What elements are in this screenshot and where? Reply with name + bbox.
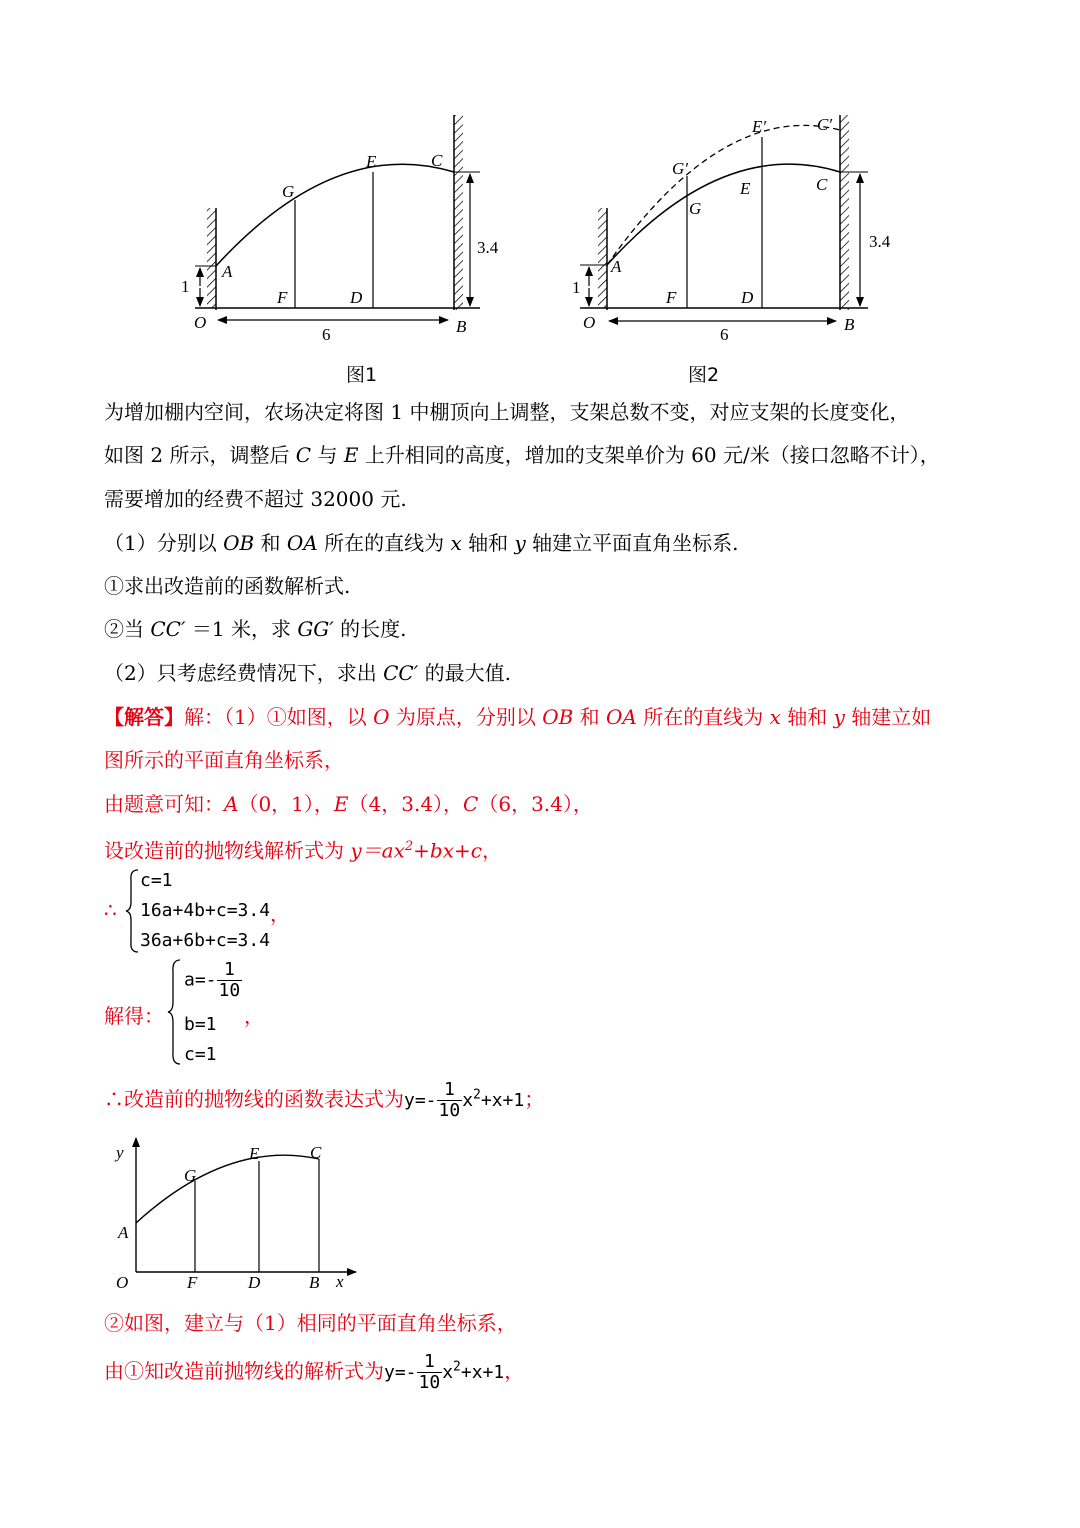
label-g: G (689, 199, 702, 218)
system-brace (124, 868, 140, 954)
label-e: E (740, 179, 751, 198)
label-c-prime: C′ (817, 115, 833, 134)
label-b: B (309, 1273, 320, 1292)
system-eq-3: 36a+6b+c=3.4 (140, 930, 271, 951)
problem-line-2: 如图 2 所示，调整后 C 与 E 上升相同的高度，增加的支架单价为 60 元/米（接口忽略不计）， (104, 443, 940, 467)
figure-3-coordinate-graph (104, 1130, 374, 1300)
solution-a: a=- $\frac{1}{10}$ (184, 959, 241, 1001)
parabola (136, 1155, 319, 1223)
label-o: O (583, 313, 596, 332)
label-e: E (249, 1144, 260, 1163)
question-1-1: ①求出改造前的函数解析式. (104, 574, 351, 598)
system-eq-2: 16a+4b+c=3.4 (140, 900, 271, 921)
solution-comma: ， (244, 1004, 264, 1028)
roof-curve (216, 164, 454, 266)
label-e: E (366, 152, 377, 171)
question-1: （1）分别以 OB 和 OA 所在的直线为 x 轴和 y 轴建立平面直角坐标系. (104, 531, 739, 555)
dim-height: 3.4 (869, 232, 891, 251)
solution-line-1: 【解答】解：（1）①如图，以 O 为原点，分别以 OB 和 OA 所在的直线为 x 轴和 y 轴建立如 (104, 705, 932, 729)
problem-line-3: 需要增加的经费不超过 32000 元. (104, 487, 407, 511)
roof-curve-original (607, 164, 840, 265)
label-b: B (456, 317, 467, 336)
system-eq-1: c=1 (140, 870, 173, 891)
label-g: G (282, 182, 295, 201)
system-comma: ， (270, 902, 290, 926)
dim-height: 3.4 (477, 238, 499, 257)
solution-c: c=1 (184, 1044, 217, 1065)
figure-1 (180, 110, 510, 350)
solution-b: b=1 (184, 1014, 217, 1035)
dim-one: 1 (572, 278, 581, 297)
dim-one: 1 (181, 277, 190, 296)
expression-line-2: 由①知改造前抛物线的解析式为y=- $\frac{1}{10}$ $x^2+x+1$， (104, 1351, 525, 1393)
label-d: D (350, 288, 363, 307)
right-wall-hatch (454, 115, 463, 310)
label-a: A (222, 262, 233, 281)
label-c: C (431, 151, 443, 170)
solution-line-2: 图所示的平面直角坐标系， (104, 748, 344, 772)
label-o: O (194, 313, 207, 332)
label-f: F (187, 1273, 198, 1292)
question-1-2: ②当 CC′ ＝1 米，求 GG′ 的长度. (104, 617, 407, 641)
question-2: （2）只考虑经费情况下，求出 CC′ 的最大值. (104, 661, 511, 685)
figure-2 (572, 110, 902, 350)
expression-line: ∴改造前的抛物线的函数表达式为y=- $\frac{1}{10}$ $x^2+x+1$； (104, 1079, 545, 1121)
label-x: x (336, 1272, 344, 1291)
left-wall-hatch (207, 208, 216, 308)
problem-line-1: 为增加棚内空间，农场决定将图 1 中棚顶向上调整，支架总数不变，对应支架的长度变化， (104, 400, 910, 424)
label-c: C (310, 1143, 322, 1162)
solution-line-5: ②如图，建立与（1）相同的平面直角坐标系， (104, 1311, 517, 1335)
label-a: A (118, 1223, 129, 1242)
solution-line-4: 设改造前的抛物线解析式为 $y=ax^2+bx+c$， (104, 838, 502, 863)
solution-brace (166, 958, 182, 1066)
figure-2-caption: 图2 (688, 364, 720, 386)
dim-width: 6 (720, 325, 729, 344)
dim-width: 6 (322, 325, 331, 344)
label-a: A (611, 257, 622, 276)
label-b: B (844, 315, 855, 334)
label-y: y (116, 1143, 124, 1162)
label-o: O (116, 1273, 129, 1292)
label-c: C (816, 175, 828, 194)
label-g-prime: G′ (672, 159, 688, 178)
figure-1-caption: 图1 (346, 364, 378, 386)
label-e-prime: E′ (752, 117, 767, 136)
solved-label: 解得： (104, 1004, 164, 1028)
label-d: D (248, 1273, 261, 1292)
therefore-symbol: ∴ (104, 898, 117, 922)
roof-curve-raised (607, 125, 840, 265)
label-f: F (666, 288, 677, 307)
label-d: D (741, 288, 754, 307)
solution-line-3: 由题意可知：A（0，1），E（4，3.4），C（6，3.4）， (104, 792, 593, 816)
label-f: F (277, 288, 288, 307)
label-g: G (184, 1166, 197, 1185)
